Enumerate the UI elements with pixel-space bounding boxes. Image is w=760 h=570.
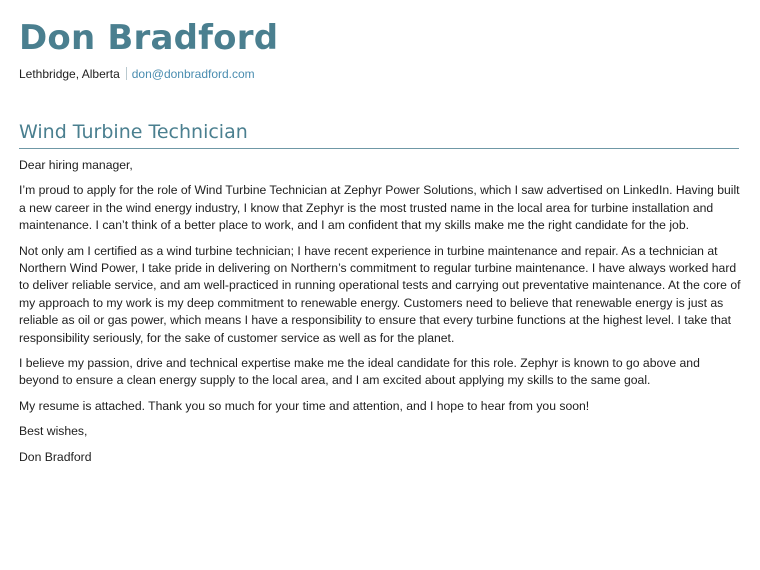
email-link[interactable]: don@donbradford.com [131, 67, 255, 81]
location: Lethbridge, Alberta [19, 67, 120, 81]
letter-body [19, 157, 741, 474]
paragraph-intro: I’m proud to apply for the role of Wind Turbine Technician at Zephyr Power Solutions, which I saw advertised on LinkedIn. Having built a new career in the wind energy industry, I know that Zephyr is the most trusted name in the local area for turbine installation and maintenance. I can’t think of a better place to work, and I am confident that my skills make me the right candidate for the job. [19, 183, 740, 233]
paragraph-closing: My resume is attached. Thank you so much for your time and attention, and I hope to hear from you soon! [19, 398, 590, 413]
paragraph-experience: Not only am I certified as a wind turbine technician; I have recent experience in turbine maintenance and repair. As a technician at Northern Wind Power, I take pride in delivering on Northern’s commitment to regular turbine maintenance. I have always worked hard to deliver reliable service, and am well-practiced in running operational tests and carrying out preventative maintenance. At the core of my approach to my work is my deep commitment to renewable energy. Customers need to believe that renewable energy is just as reliable as oil or gas power, which means I have a responsibility to ensure that every turbine functions at the highest level. I take that responsibility seriously, for the sake of customer service as well as for the planet. [19, 243, 741, 345]
signature: Don Bradford [19, 449, 92, 464]
job-title: Wind Turbine Technician [19, 121, 248, 143]
contact-line [19, 66, 255, 82]
title-divider [19, 148, 739, 149]
salutation: Dear hiring manager, [19, 158, 133, 172]
contact-divider [126, 67, 127, 80]
paragraph-fit: I believe my passion, drive and technical expertise make me the ideal candidate for this role. Zephyr is known to go above and beyond to ensure a clean energy supply to the local area, and I am excited about applying my skills to the same goal. [19, 356, 700, 388]
closing: Best wishes, [19, 424, 88, 439]
applicant-name: Don Bradford [19, 18, 279, 58]
